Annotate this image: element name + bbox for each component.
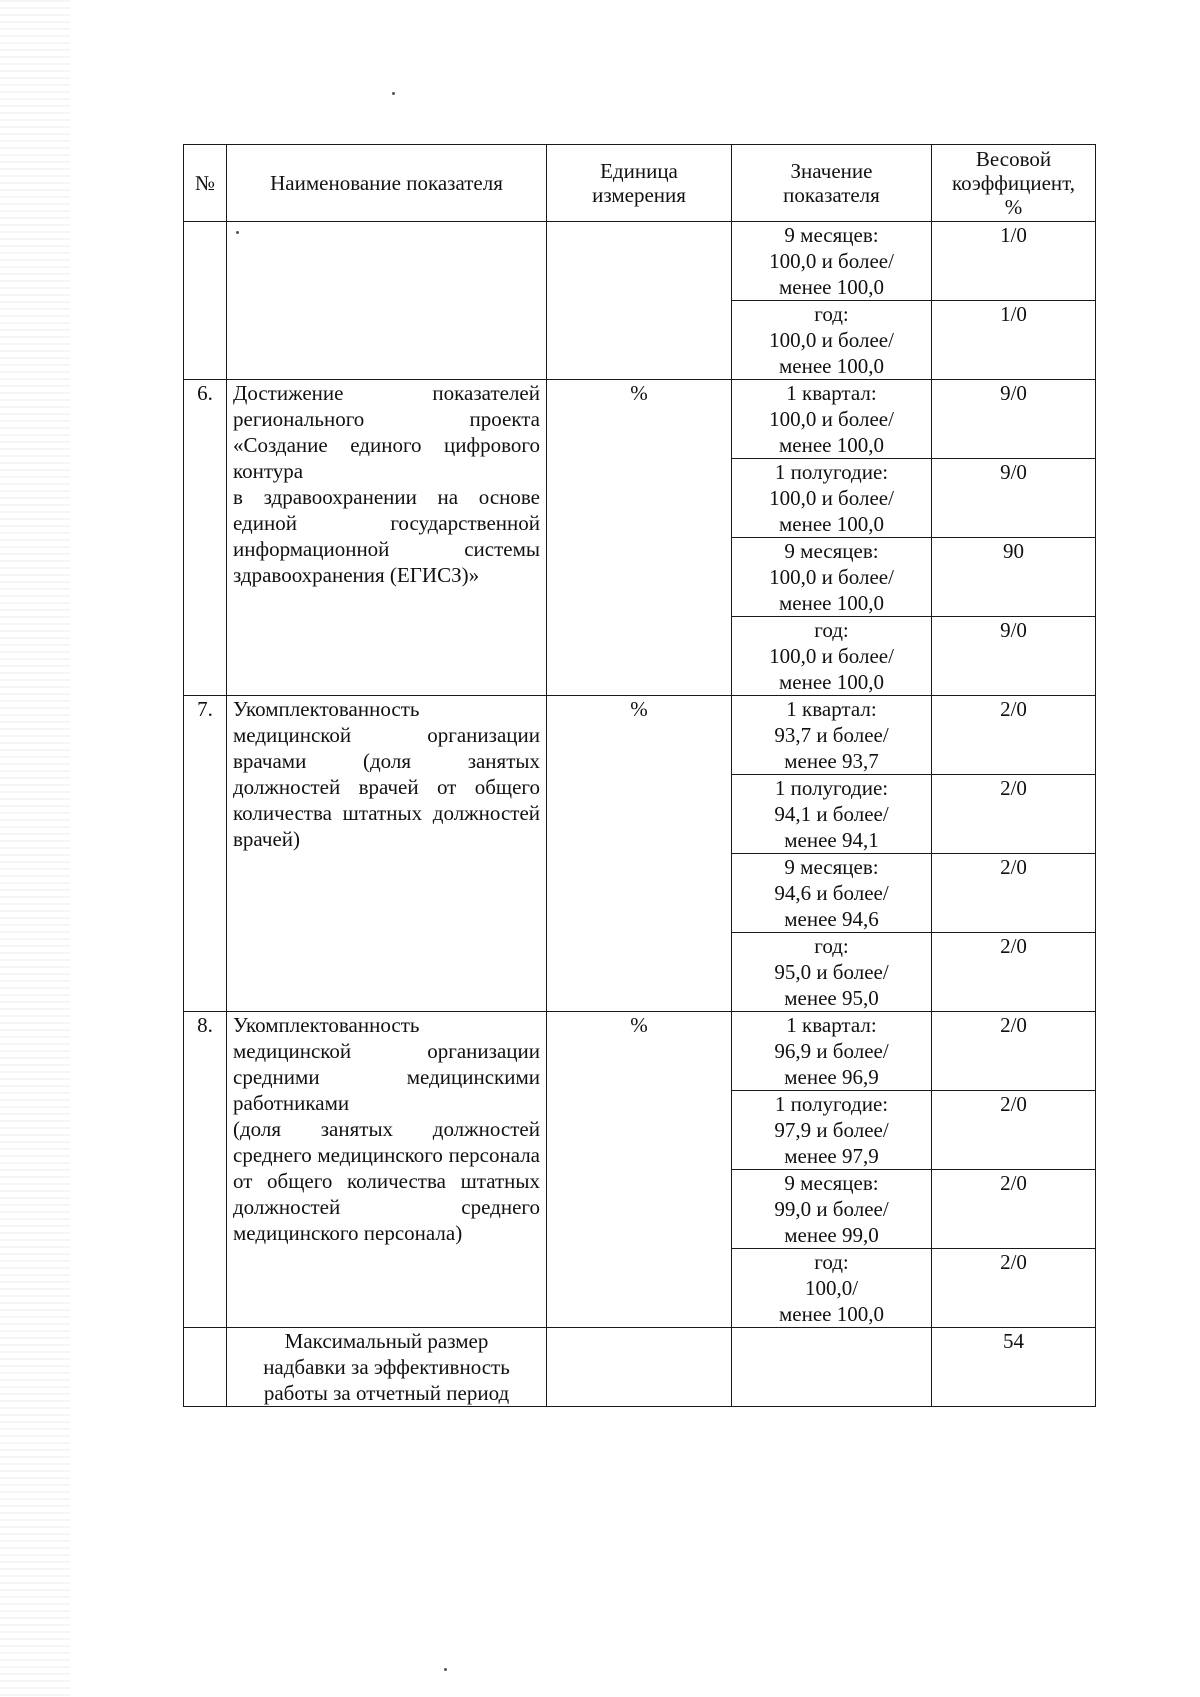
row-name-cell [227, 222, 547, 380]
total-row [184, 1328, 1096, 1407]
value-cell: год: 95,0 и более/ менее 95,0 [732, 933, 932, 1012]
total-value-cell [732, 1328, 932, 1407]
row-name-cell: Укомплектованность медицинской организации средними медицинскими работниками (доля занятых должностей среднего медицинского персонала от общего количества штатных должностей среднего медицинского персонала) [227, 1012, 547, 1328]
value-cell: 1 полугодие: 94,1 и более/ менее 94,1 [732, 775, 932, 854]
header-unit: Единица измерения [547, 145, 732, 222]
weight-cell: 2/0 [932, 933, 1096, 1012]
table-header-row [184, 145, 1096, 222]
scan-speck [392, 92, 395, 95]
row-num-cell: 6. [184, 380, 227, 696]
value-cell: 1 квартал: 96,9 и более/ менее 96,9 [732, 1012, 932, 1091]
value-cell: 1 квартал: 100,0 и более/ менее 100,0 [732, 380, 932, 459]
row-unit-cell [547, 222, 732, 380]
weight-cell: 90 [932, 538, 1096, 617]
table-row [184, 696, 1096, 775]
value-cell: 1 полугодие: 97,9 и более/ менее 97,9 [732, 1091, 932, 1170]
weight-cell: 9/0 [932, 459, 1096, 538]
indicators-table [183, 144, 1096, 1407]
header-weight: Весовой коэффициент, % [932, 145, 1096, 222]
scan-edge-noise [0, 0, 70, 1697]
row-num-cell: 7. [184, 696, 227, 1012]
header-name: Наименование показателя [227, 145, 547, 222]
total-unit-cell [547, 1328, 732, 1407]
table-row [184, 222, 1096, 301]
value-cell: год: 100,0 и более/ менее 100,0 [732, 301, 932, 380]
weight-cell: 1/0 [932, 301, 1096, 380]
table-row [184, 1012, 1096, 1091]
value-cell: 9 месяцев: 100,0 и более/ менее 100,0 [732, 538, 932, 617]
value-cell: год: 100,0/ менее 100,0 [732, 1249, 932, 1328]
row-name-cell: Укомплектованность медицинской организации врачами (доля занятых должностей врачей от общего количества штатных должностей врачей) [227, 696, 547, 1012]
value-cell: 1 квартал: 93,7 и более/ менее 93,7 [732, 696, 932, 775]
value-cell: 9 месяцев: 94,6 и более/ менее 94,6 [732, 854, 932, 933]
row-unit-cell: % [547, 696, 732, 1012]
weight-cell: 9/0 [932, 380, 1096, 459]
total-weight-cell: 54 [932, 1328, 1096, 1407]
value-cell: год: 100,0 и более/ менее 100,0 [732, 617, 932, 696]
table-row [184, 380, 1096, 459]
weight-cell: 2/0 [932, 696, 1096, 775]
weight-cell: 2/0 [932, 1249, 1096, 1328]
weight-cell: 9/0 [932, 617, 1096, 696]
total-num-cell [184, 1328, 227, 1407]
row-num-cell: 8. [184, 1012, 227, 1328]
header-value: Значение показателя [732, 145, 932, 222]
value-cell: 9 месяцев: 99,0 и более/ менее 99,0 [732, 1170, 932, 1249]
weight-cell: 2/0 [932, 1170, 1096, 1249]
weight-cell: 2/0 [932, 1091, 1096, 1170]
weight-cell: 2/0 [932, 775, 1096, 854]
row-unit-cell: % [547, 1012, 732, 1328]
weight-cell: 2/0 [932, 854, 1096, 933]
total-label-cell: Максимальный размер надбавки за эффективность работы за отчетный период [227, 1328, 547, 1407]
weight-cell: 2/0 [932, 1012, 1096, 1091]
row-num-cell [184, 222, 227, 380]
value-cell: 1 полугодие: 100,0 и более/ менее 100,0 [732, 459, 932, 538]
row-name-cell: Достижение показателей регионального проекта «Создание единого цифрового контура в здравоохранении на основе единой государственной информационной системы здравоохранения (ЕГИСЗ)» [227, 380, 547, 696]
header-num: № [184, 145, 227, 222]
weight-cell: 1/0 [932, 222, 1096, 301]
scan-speck [444, 1668, 447, 1671]
value-cell: 9 месяцев: 100,0 и более/ менее 100,0 [732, 222, 932, 301]
row-unit-cell: % [547, 380, 732, 696]
